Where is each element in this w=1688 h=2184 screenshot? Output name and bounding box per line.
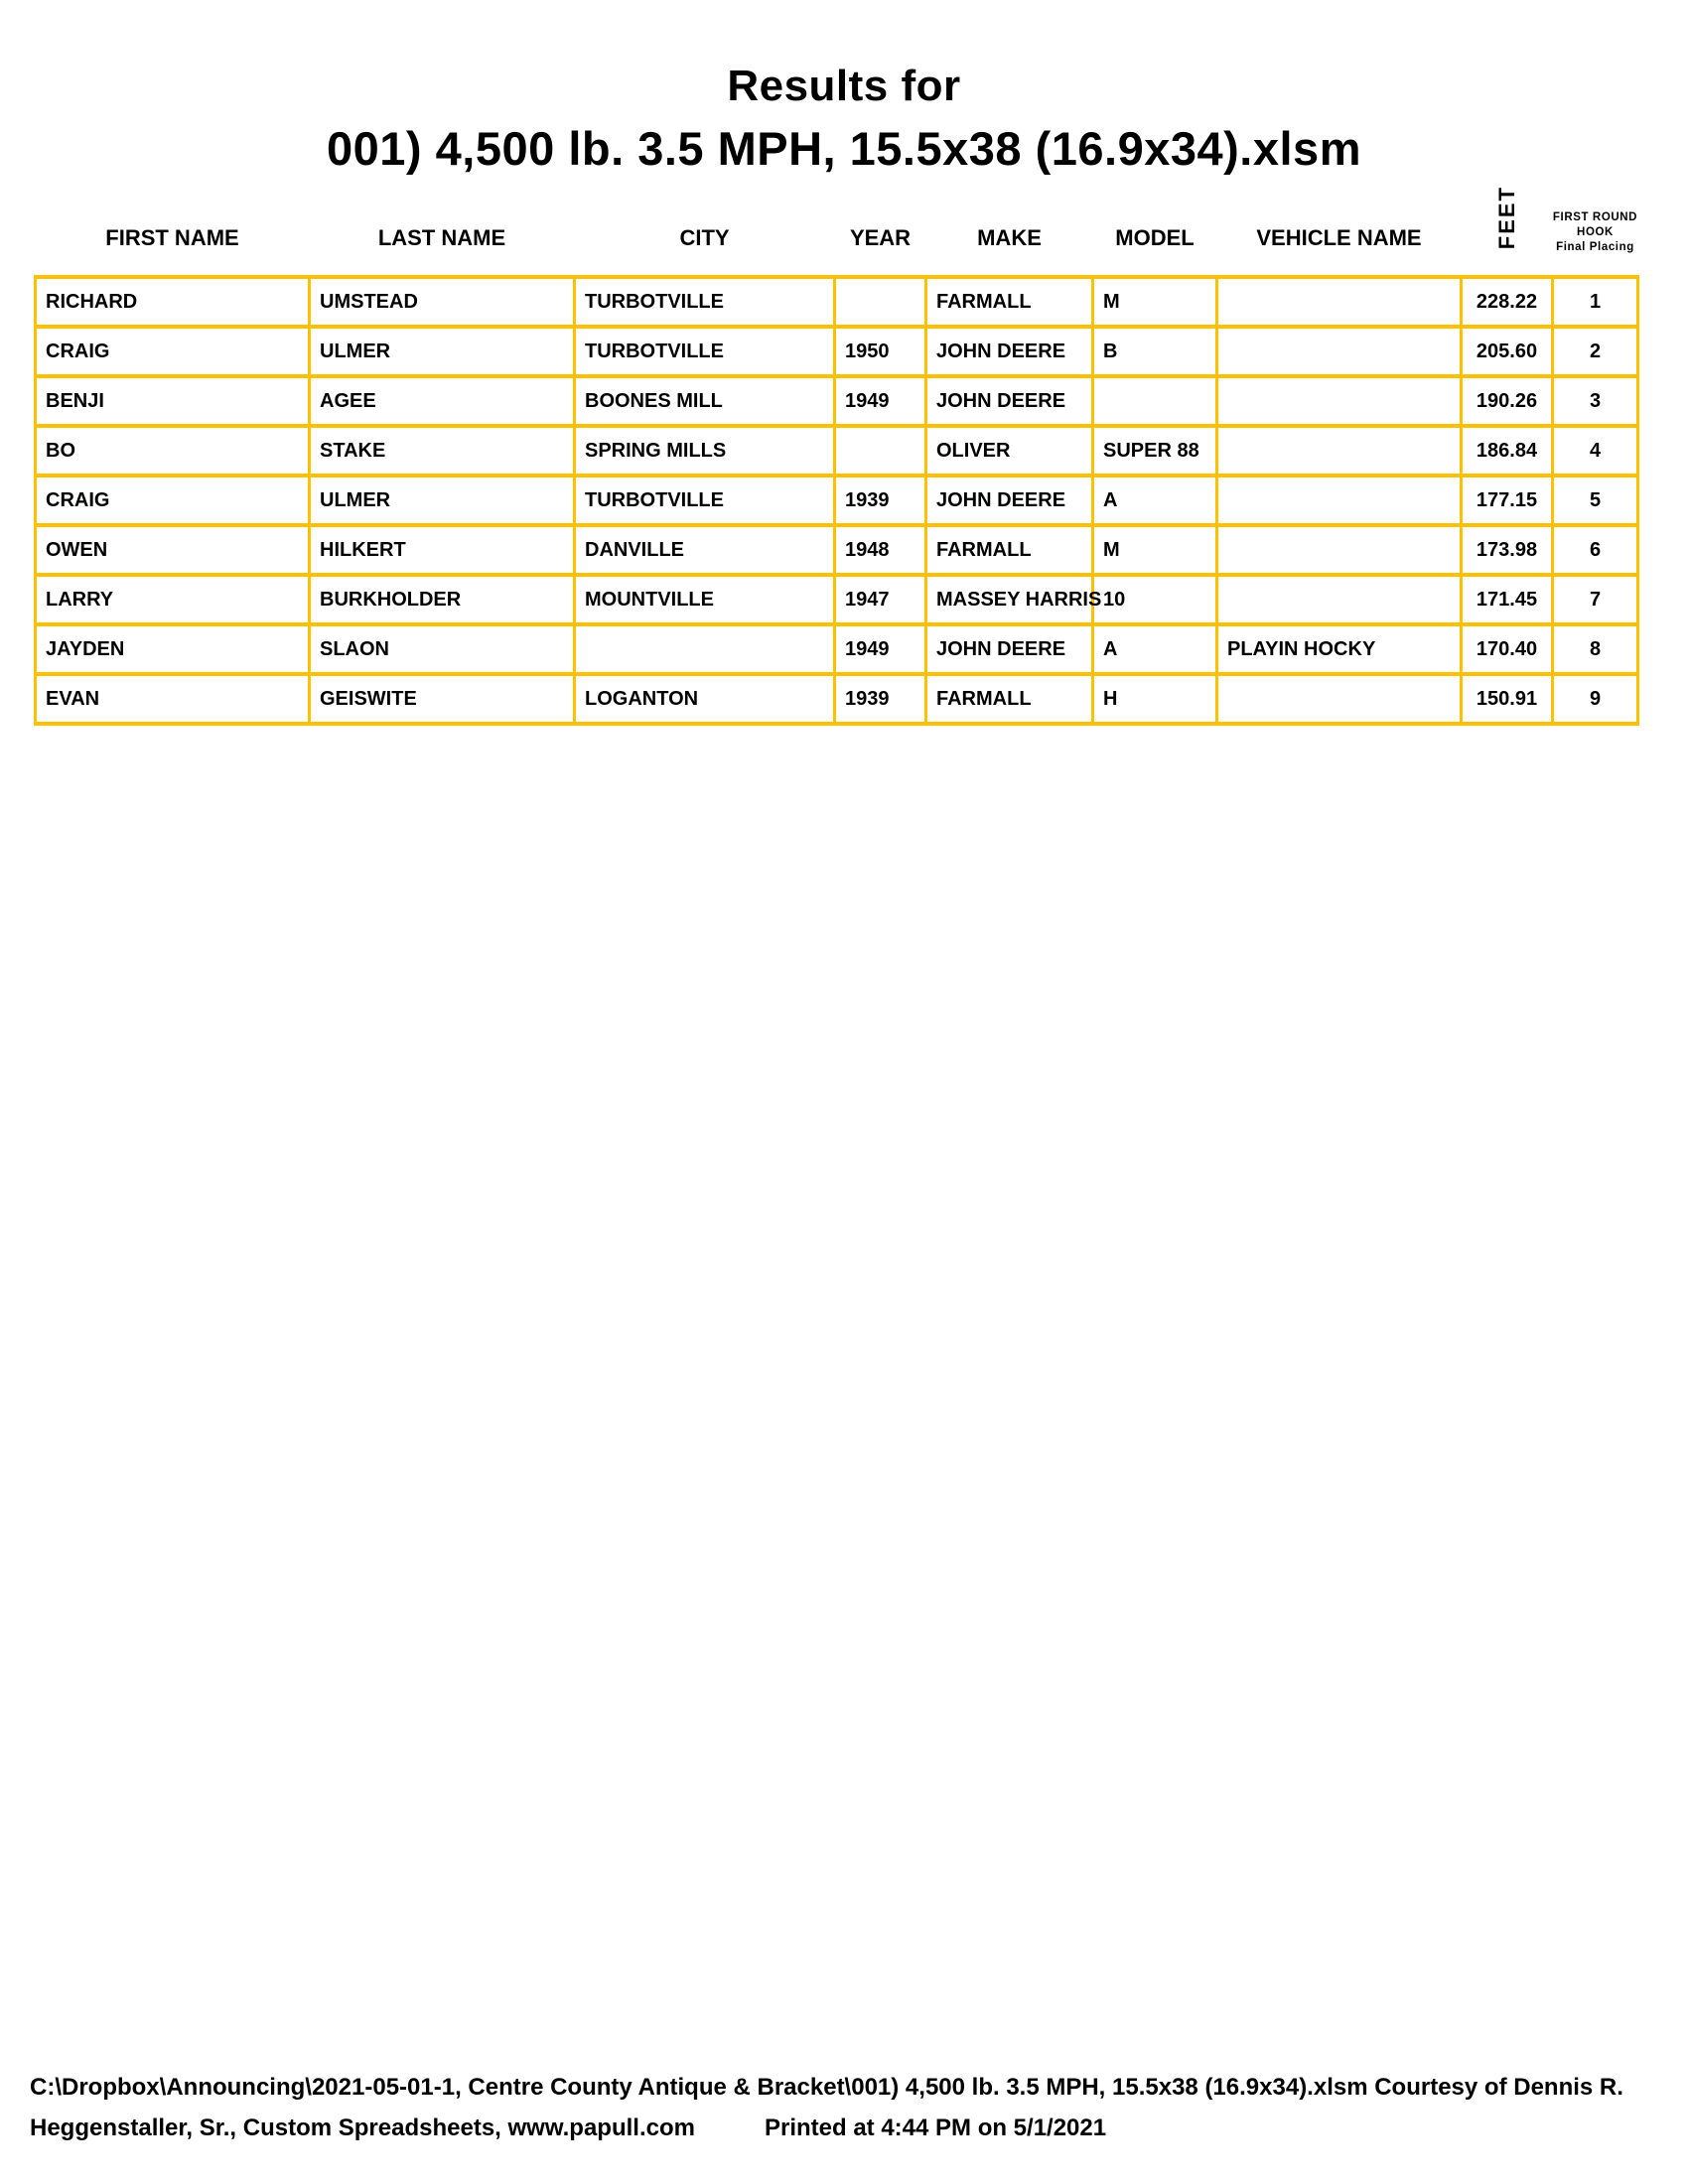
cell-vehicle-name: PLAYIN HOCKY — [1217, 624, 1462, 674]
cell-feet: 177.15 — [1462, 476, 1553, 525]
cell-model: H — [1093, 674, 1217, 724]
table-header — [36, 174, 1638, 277]
cell-model: A — [1093, 624, 1217, 674]
cell-last-name: HILKERT — [310, 525, 575, 575]
cell-placing: 2 — [1553, 327, 1638, 376]
cell-city: BOONES MILL — [575, 376, 835, 426]
cell-make: FARMALL — [926, 277, 1093, 327]
cell-model: M — [1093, 525, 1217, 575]
col-header-first-name: FIRST NAME — [105, 225, 239, 250]
cell-vehicle-name — [1217, 376, 1462, 426]
cell-first-name: CRAIG — [36, 476, 310, 525]
cell-year: 1949 — [835, 376, 926, 426]
cell-city: TURBOTVILLE — [575, 476, 835, 525]
table-row — [36, 426, 1638, 476]
cell-first-name: EVAN — [36, 674, 310, 724]
cell-vehicle-name — [1217, 476, 1462, 525]
cell-placing: 6 — [1553, 525, 1638, 575]
footer-printed-at: Printed at 4:44 PM on 5/1/2021 — [764, 2115, 1107, 2141]
cell-make: JOHN DEERE — [926, 327, 1093, 376]
feet-vertical-label: FEET — [1493, 185, 1519, 249]
cell-year — [835, 426, 926, 476]
cell-vehicle-name — [1217, 525, 1462, 575]
col-header-last-name: LAST NAME — [377, 225, 506, 250]
placing-header-line-1: FIRST ROUND — [1552, 211, 1638, 223]
cell-placing: 9 — [1553, 674, 1638, 724]
table-row — [36, 476, 1638, 525]
cell-last-name: AGEE — [310, 376, 575, 426]
cell-vehicle-name — [1217, 327, 1462, 376]
cell-make: JOHN DEERE — [926, 624, 1093, 674]
cell-first-name: OWEN — [36, 525, 310, 575]
placing-header-line-2: HOOK — [1577, 226, 1614, 238]
cell-city: LOGANTON — [575, 674, 835, 724]
cell-vehicle-name — [1217, 674, 1462, 724]
cell-last-name: ULMER — [310, 327, 575, 376]
cell-city — [575, 624, 835, 674]
cell-first-name: BO — [36, 426, 310, 476]
cell-last-name: ULMER — [310, 476, 575, 525]
cell-make: FARMALL — [926, 674, 1093, 724]
cell-feet: 150.91 — [1462, 674, 1553, 724]
cell-first-name: LARRY — [36, 575, 310, 624]
footer-credit-line — [30, 2114, 1678, 2143]
cell-model: M — [1093, 277, 1217, 327]
placing-header-line-3: Final Placing — [1556, 241, 1634, 253]
report-title: Results for — [727, 62, 961, 110]
cell-city: TURBOTVILLE — [575, 327, 835, 376]
cell-feet: 228.22 — [1462, 277, 1553, 327]
cell-year: 1948 — [835, 525, 926, 575]
page-footer — [30, 2073, 1678, 2143]
cell-feet: 186.84 — [1462, 426, 1553, 476]
cell-year: 1950 — [835, 327, 926, 376]
cell-model: B — [1093, 327, 1217, 376]
cell-placing: 5 — [1553, 476, 1638, 525]
table-body — [36, 277, 1638, 724]
header-row — [36, 174, 1638, 277]
col-header-placing — [1553, 174, 1638, 277]
table-row — [36, 674, 1638, 724]
cell-last-name: BURKHOLDER — [310, 575, 575, 624]
table-row — [36, 525, 1638, 575]
cell-first-name: RICHARD — [36, 277, 310, 327]
cell-make: OLIVER — [926, 426, 1093, 476]
cell-placing: 8 — [1553, 624, 1638, 674]
results-table — [34, 174, 1639, 726]
cell-city: SPRING MILLS — [575, 426, 835, 476]
cell-make: MASSEY HARRIS — [926, 575, 1093, 624]
cell-year: 1939 — [835, 476, 926, 525]
table-row — [36, 327, 1638, 376]
cell-feet: 205.60 — [1462, 327, 1553, 376]
cell-feet: 173.98 — [1462, 525, 1553, 575]
cell-model — [1093, 376, 1217, 426]
cell-placing: 4 — [1553, 426, 1638, 476]
cell-vehicle-name — [1217, 277, 1462, 327]
cell-feet: 190.26 — [1462, 376, 1553, 426]
cell-first-name: JAYDEN — [36, 624, 310, 674]
cell-feet: 171.45 — [1462, 575, 1553, 624]
cell-city: TURBOTVILLE — [575, 277, 835, 327]
col-header-model: MODEL — [1115, 225, 1195, 250]
cell-model: 10 — [1093, 575, 1217, 624]
col-header-year: YEAR — [849, 225, 912, 250]
cell-model: SUPER 88 — [1093, 426, 1217, 476]
cell-last-name: GEISWITE — [310, 674, 575, 724]
cell-feet: 170.40 — [1462, 624, 1553, 674]
table-row — [36, 376, 1638, 426]
cell-year: 1949 — [835, 624, 926, 674]
table-row — [36, 624, 1638, 674]
cell-year — [835, 277, 926, 327]
col-header-make: MAKE — [977, 225, 1042, 250]
col-header-feet — [1462, 174, 1553, 277]
col-header-city: CITY — [679, 225, 730, 250]
cell-first-name: CRAIG — [36, 327, 310, 376]
cell-vehicle-name — [1217, 575, 1462, 624]
cell-year: 1947 — [835, 575, 926, 624]
cell-last-name: STAKE — [310, 426, 575, 476]
cell-placing: 3 — [1553, 376, 1638, 426]
cell-make: JOHN DEERE — [926, 376, 1093, 426]
table-row — [36, 277, 1638, 327]
cell-year: 1939 — [835, 674, 926, 724]
cell-make: FARMALL — [926, 525, 1093, 575]
report-subtitle: 001) 4,500 lb. 3.5 MPH, 15.5x38 (16.9x34).xlsm — [327, 122, 1361, 175]
cell-city: MOUNTVILLE — [575, 575, 835, 624]
cell-placing: 1 — [1553, 277, 1638, 327]
footer-credit: Heggenstaller, Sr., Custom Spreadsheets, www.papull.com — [30, 2115, 695, 2141]
cell-placing: 7 — [1553, 575, 1638, 624]
cell-last-name: SLAON — [310, 624, 575, 674]
footer-file-path: C:\Dropbox\Announcing\2021-05-01-1, Centre County Antique & Bracket\001) 4,500 lb. 3.5 MPH, 15.5x38 (16.9x34).xlsm Courtesy of Dennis R. — [30, 2074, 1623, 2101]
cell-first-name: BENJI — [36, 376, 310, 426]
table-row — [36, 575, 1638, 624]
cell-city: DANVILLE — [575, 525, 835, 575]
cell-make: JOHN DEERE — [926, 476, 1093, 525]
cell-vehicle-name — [1217, 426, 1462, 476]
cell-last-name: UMSTEAD — [310, 277, 575, 327]
cell-model: A — [1093, 476, 1217, 525]
col-header-vehicle-name: VEHICLE NAME — [1256, 225, 1422, 250]
